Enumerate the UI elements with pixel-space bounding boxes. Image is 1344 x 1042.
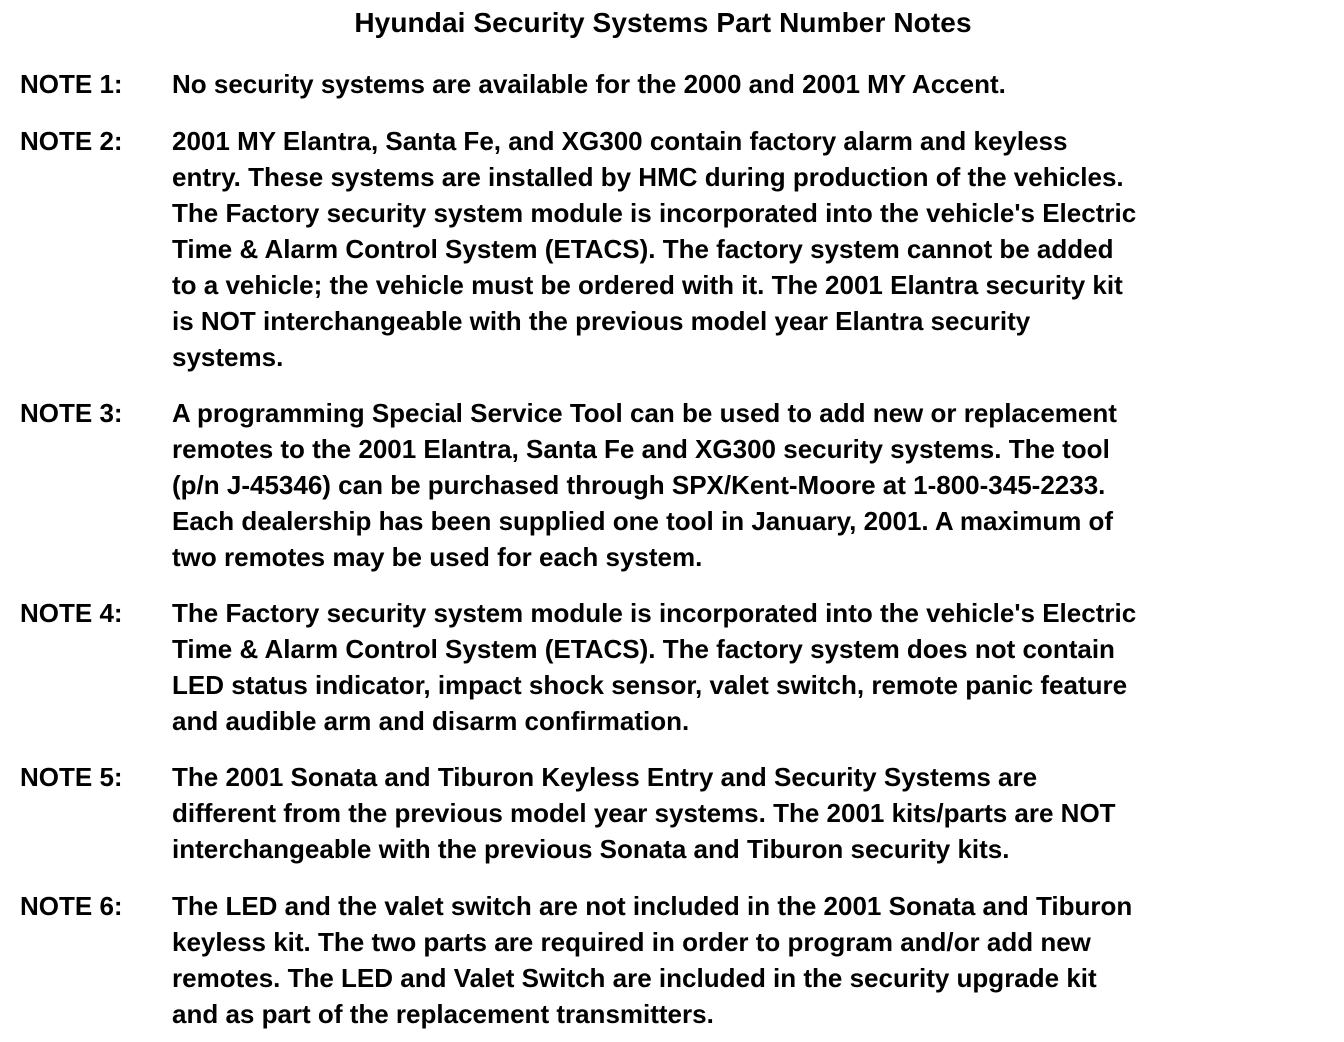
note-label: NOTE 1:: [20, 69, 123, 99]
note-line: No security systems are available for the 2000 and 2001 MY Accent.: [172, 69, 1006, 99]
note-line: interchangeable with the previous Sonata and Tiburon security kits.: [172, 834, 1010, 864]
note-line: Time & Alarm Control System (ETACS). The factory system cannot be added: [172, 234, 1114, 264]
note-label: NOTE 3:: [20, 398, 123, 428]
note-line: The LED and the valet switch are not included in the 2001 Sonata and Tiburon: [172, 891, 1133, 921]
note-line: Each dealership has been supplied one tool in January, 2001. A maximum of: [172, 506, 1114, 536]
note-body: [172, 395, 1322, 575]
note-line: The Factory security system module is incorporated into the vehicle's Electric: [172, 198, 1137, 228]
note-line: to a vehicle; the vehicle must be ordered with it. The 2001 Elantra security kit: [172, 270, 1123, 300]
note-body: [172, 66, 1322, 102]
note-line: The Factory security system module is incorporated into the vehicle's Electric: [172, 598, 1137, 628]
note-line: entry. These systems are installed by HMC during production of the vehicles.: [172, 162, 1124, 192]
note-label: NOTE 5:: [20, 762, 123, 792]
note-body: [172, 123, 1322, 375]
note-line: Time & Alarm Control System (ETACS). The factory system does not contain: [172, 634, 1115, 664]
note-label: NOTE 6:: [20, 891, 123, 921]
note-line: A programming Special Service Tool can be used to add new or replacement: [172, 398, 1117, 428]
note-line: 2001 MY Elantra, Santa Fe, and XG300 contain factory alarm and keyless: [172, 126, 1068, 156]
note-line: different from the previous model year systems. The 2001 kits/parts are NOT: [172, 798, 1116, 828]
note-label: NOTE 2:: [20, 126, 123, 156]
note-line: The 2001 Sonata and Tiburon Keyless Entry and Security Systems are: [172, 762, 1038, 792]
page-title: Hyundai Security Systems Part Number Notes: [354, 7, 972, 38]
note-line: is NOT interchangeable with the previous model year Elantra security: [172, 306, 1031, 336]
note-line: remotes to the 2001 Elantra, Santa Fe and XG300 security systems. The tool: [172, 434, 1110, 464]
note-line: (p/n J-45346) can be purchased through SPX/Kent-Moore at 1-800-345-2233.: [172, 470, 1106, 500]
note-line: and as part of the replacement transmitters.: [172, 999, 714, 1029]
note-line: LED status indicator, impact shock sensor, valet switch, remote panic feature: [172, 670, 1128, 700]
note-line: two remotes may be used for each system.: [172, 542, 703, 572]
note-body: [172, 595, 1322, 739]
note-line: and audible arm and disarm confirmation.: [172, 706, 690, 736]
note-line: keyless kit. The two parts are required in order to program and/or add new: [172, 927, 1091, 957]
note-body: [172, 888, 1322, 1032]
note-body: [172, 759, 1322, 867]
note-line: systems.: [172, 342, 284, 372]
note-label: NOTE 4:: [20, 598, 123, 628]
note-line: remotes. The LED and Valet Switch are included in the security upgrade kit: [172, 963, 1097, 993]
